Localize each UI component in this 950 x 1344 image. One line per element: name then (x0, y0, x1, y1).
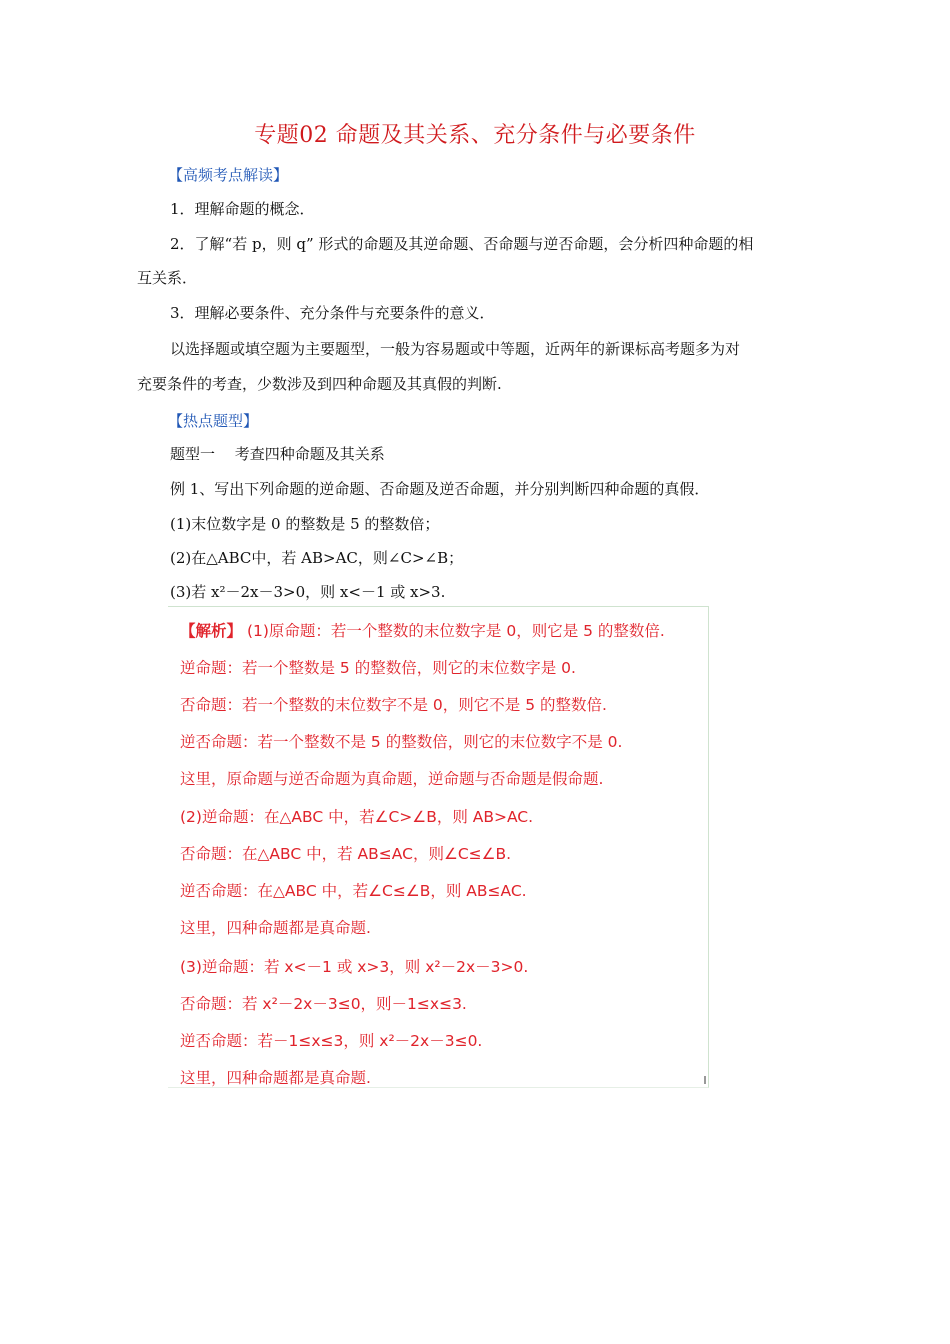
solution-line: (2)逆命题：在△ABC 中，若∠C>∠B，则 AB>AC. (180, 808, 534, 826)
solution-tag: 【解析】 (180, 622, 243, 640)
example-part-1: (1)末位数字是 0 的整数是 5 的整数倍； (170, 515, 440, 533)
section-heading-hot-topics: 【热点题型】 (168, 412, 259, 430)
solution-line: 否命题：若 x²－2x－3≤0，则－1≤x≤3. (180, 995, 467, 1013)
key-point-2-cont: 互关系． (137, 269, 198, 287)
solution-line: 逆否命题：若－1≤x≤3，则 x²－2x－3≤0. (180, 1032, 483, 1050)
summary-line-1: 以选择题或填空题为主要题型，一般为容易题或中等题，近两年的新课标高考题多为对 (170, 340, 741, 358)
solution-line: 否命题：在△ABC 中，若 AB≤AC，则∠C≤∠B. (180, 845, 512, 863)
example-prompt: 例 1、写出下列命题的逆命题、否命题及逆否命题，并分别判断四种命题的真假． (170, 480, 710, 498)
key-point-1: 1．理解命题的概念． (170, 200, 315, 218)
key-point-3: 3．理解必要条件、充分条件与充要条件的意义． (170, 304, 495, 322)
solution-line: (3)逆命题：若 x<－1 或 x>3，则 x²－2x－3>0. (180, 958, 529, 976)
solution-first-line (180, 619, 665, 641)
summary-line-2: 充要条件的考查，少数涉及到四种命题及其真假的判断. (137, 375, 502, 393)
page-title: 专题02 命题及其关系、充分条件与必要条件 (254, 123, 696, 148)
solution-line: 这里，原命题与逆否命题为真命题，逆命题与否命题是假命题. (180, 770, 604, 788)
key-point-2: 2．了解“若 p，则 q” 形式的命题及其逆命题、否命题与逆否命题，会分析四种命题的相 (170, 235, 754, 253)
solution-line: 逆否命题：若一个整数不是 5 的整数倍，则它的末位数字不是 0. (180, 733, 623, 751)
solution-line: 这里，四种命题都是真命题. (180, 1069, 371, 1087)
section-heading-key-points: 【高频考点解读】 (168, 166, 289, 184)
solution-original-proposition: (1)原命题：若一个整数的末位数字是 0，则它是 5 的整数倍. (246, 622, 665, 640)
solution-line: 否命题：若一个整数的末位数字不是 0，则它不是 5 的整数倍. (180, 696, 607, 714)
box-corner-mark (704, 1076, 706, 1084)
solution-line: 逆命题：若一个整数是 5 的整数倍，则它的末位数字是 0. (180, 659, 576, 677)
solution-line: 这里，四种命题都是真命题. (180, 919, 371, 937)
solution-line: 逆否命题：在△ABC 中，若∠C≤∠B，则 AB≤AC. (180, 882, 527, 900)
example-part-2: (2)在△ABC中，若 AB>AC，则∠C>∠B； (170, 549, 464, 567)
question-type-title: 题型一 考查四种命题及其关系 (170, 445, 385, 463)
example-part-3: (3)若 x²－2x－3>0，则 x<－1 或 x>3. (170, 583, 446, 601)
